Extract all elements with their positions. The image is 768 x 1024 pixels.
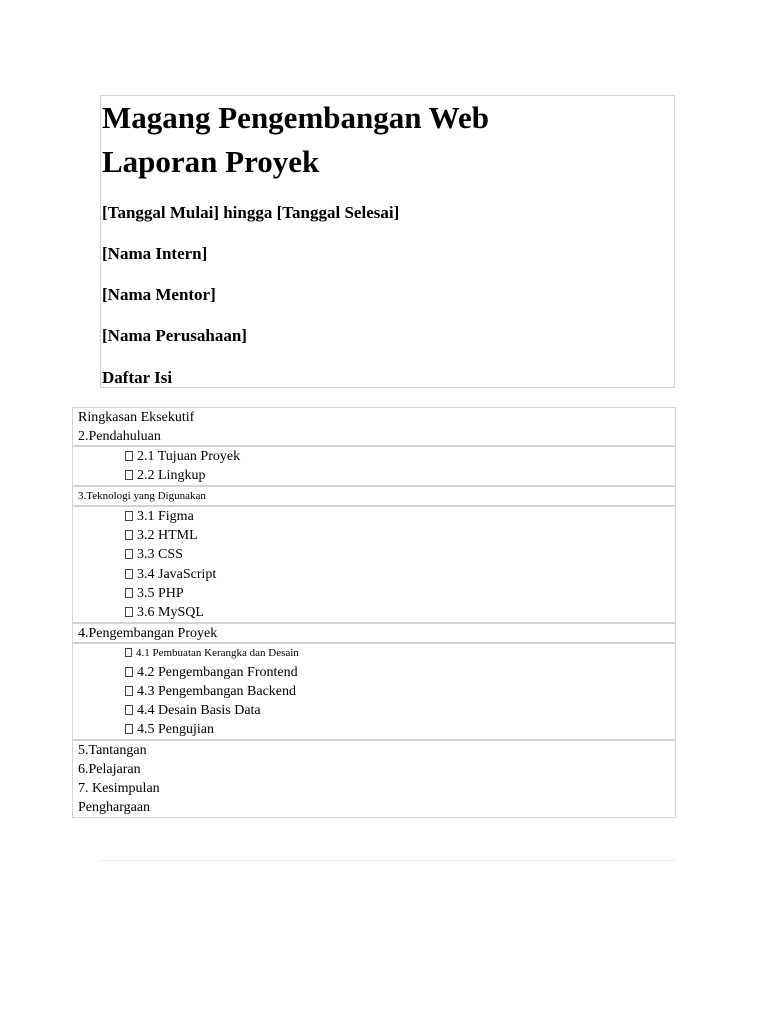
toc-item (125, 466, 205, 485)
toc-item (125, 701, 261, 720)
toc-item-introduction: 2.Pendahuluan (78, 429, 161, 444)
toc-item (125, 720, 214, 739)
checkbox-icon (125, 588, 133, 598)
toc-item-project-development: 4.Pengembangan Proyek (78, 626, 218, 641)
toc-item-label: 3.3 CSS (137, 547, 183, 562)
toc-item (125, 545, 183, 564)
checkbox-icon (125, 511, 133, 521)
toc-item-lessons: 6.Pelajaran (78, 762, 141, 777)
toc-item-challenges: 5.Tantangan (78, 743, 147, 758)
toc-heading: Daftar Isi (102, 368, 173, 387)
checkbox-icon (125, 667, 133, 677)
report-title-line-1: Magang Pengembangan Web (102, 100, 489, 135)
mentor-name: [Nama Mentor] (102, 285, 216, 304)
toc-item-conclusion: 7. Kesimpulan (78, 781, 160, 796)
toc-item (125, 584, 184, 603)
toc-item-label: 2.2 Lingkup (137, 468, 206, 483)
toc-item (125, 507, 194, 526)
toc-item (125, 644, 299, 663)
toc-item-technology: 3.Teknologi yang Digunakan (78, 490, 206, 502)
toc-item-label: 3.4 JavaScript (137, 567, 217, 582)
toc-item-label: 4.2 Pengembangan Frontend (137, 665, 298, 680)
toc-item (125, 663, 298, 682)
page-divider (100, 860, 675, 861)
toc-section-technology-items (72, 506, 676, 623)
toc-item (125, 565, 216, 584)
toc-item-acknowledgements: Penghargaan (78, 800, 151, 815)
toc-section-closing (72, 740, 676, 818)
checkbox-icon (125, 470, 133, 480)
toc-item (125, 603, 204, 622)
company-name: [Nama Perusahaan] (102, 326, 247, 345)
checkbox-icon (125, 607, 133, 617)
toc-section-project-development (72, 623, 676, 643)
checkbox-icon (125, 530, 133, 540)
toc-item-label: 3.2 HTML (137, 528, 198, 543)
intern-name: [Nama Intern] (102, 244, 208, 263)
toc-item (125, 682, 296, 701)
checkbox-icon (125, 686, 133, 696)
toc-item-label: 3.5 PHP (137, 586, 184, 601)
date-range: [Tanggal Mulai] hingga [Tanggal Selesai] (102, 203, 400, 222)
checkbox-icon (125, 648, 132, 657)
toc-item-label: 4.3 Pengembangan Backend (137, 684, 297, 699)
checkbox-icon (125, 451, 133, 461)
toc-item-label: 4.1 Pembuatan Kerangka dan Desain (136, 647, 299, 659)
checkbox-icon (125, 724, 133, 734)
toc-section-summary (72, 407, 676, 446)
toc-item-label: 4.5 Pengujian (137, 722, 214, 737)
toc-item-label: 2.1 Tujuan Proyek (137, 449, 241, 464)
toc-item-label: 3.6 MySQL (137, 605, 204, 620)
checkbox-icon (125, 569, 133, 579)
report-title-line-2: Laporan Proyek (102, 144, 320, 179)
toc-item (125, 447, 240, 466)
checkbox-icon (125, 549, 133, 559)
toc-item (125, 526, 198, 545)
toc-item-label: 4.4 Desain Basis Data (137, 703, 261, 718)
toc-section-development-items (72, 643, 676, 740)
toc-section-introduction-items (72, 446, 676, 486)
toc-section-technology (72, 486, 676, 506)
toc-item-executive-summary: Ringkasan Eksekutif (78, 410, 195, 425)
title-page-box (100, 95, 675, 388)
checkbox-icon (125, 705, 133, 715)
toc-item-label: 3.1 Figma (137, 509, 194, 524)
